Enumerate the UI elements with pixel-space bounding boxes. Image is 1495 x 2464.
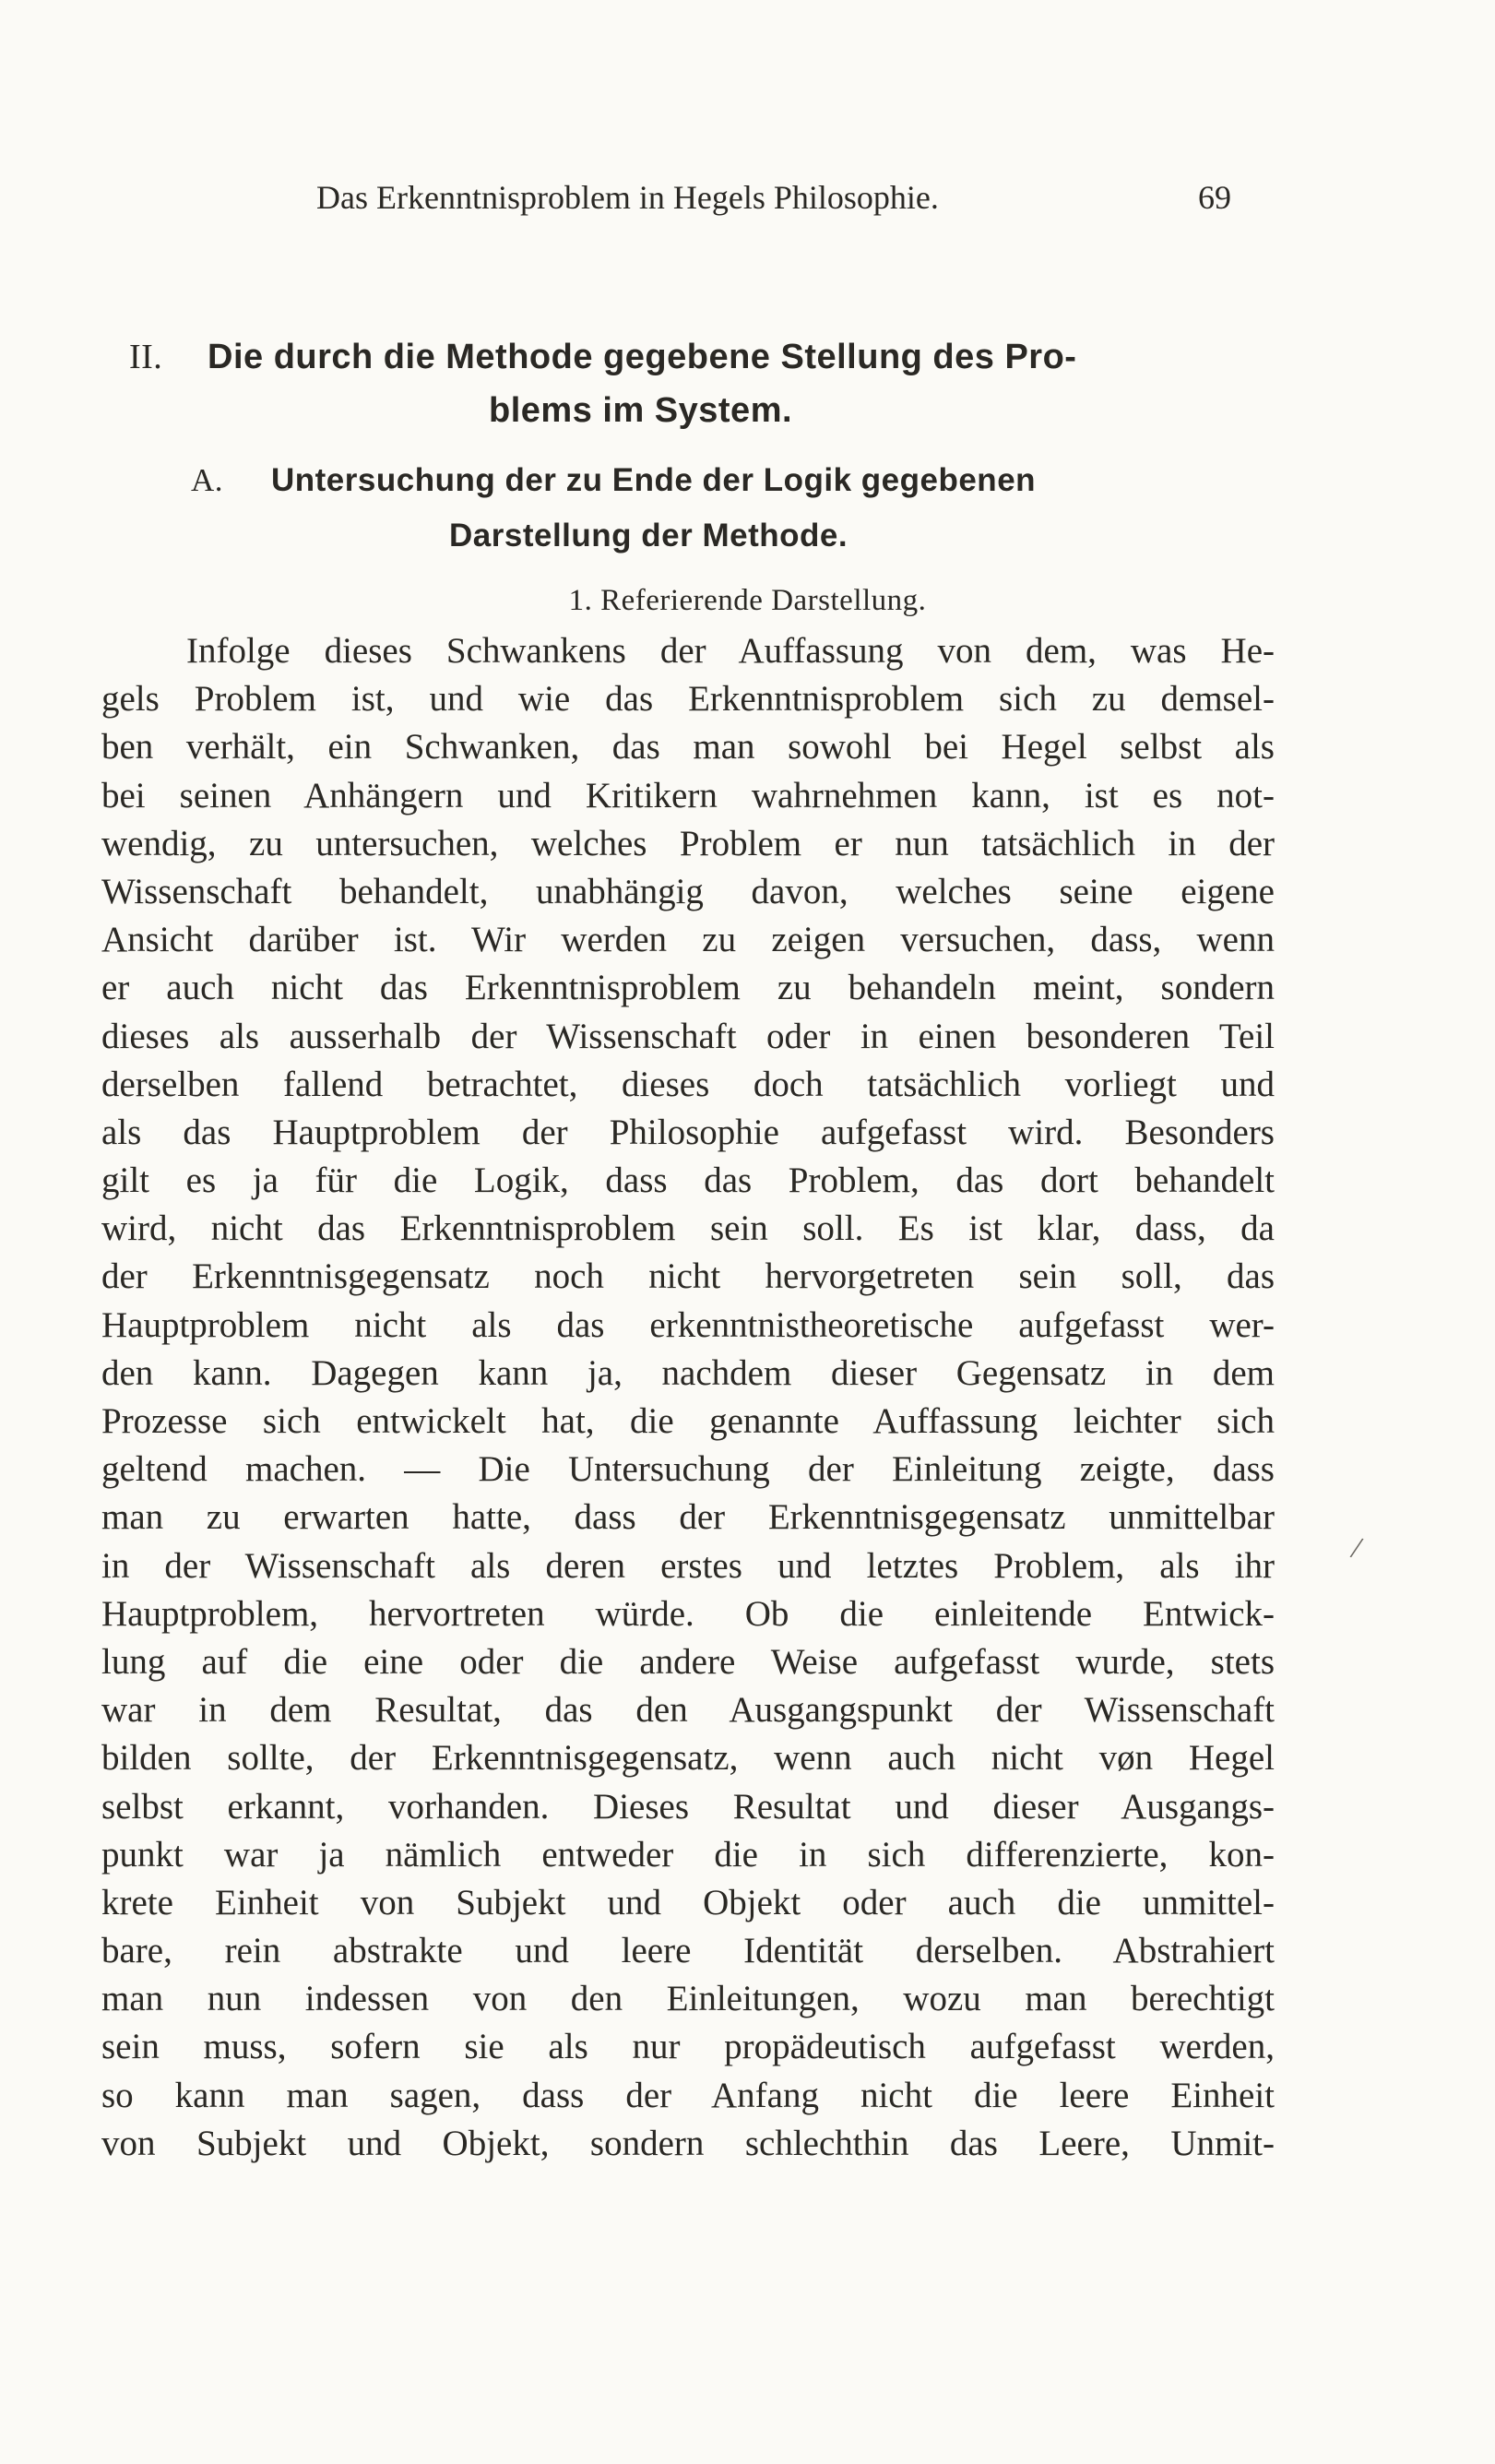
text-line: in der Wissenschaft als deren erstes und letztes Problem, als ihr <box>101 1545 1275 1586</box>
text-line: lung auf die eine oder die andere Weise aufgefasst wurde, stets <box>101 1641 1275 1682</box>
section-number: II. <box>129 338 163 376</box>
text-line: er auch nicht das Erkenntnisproblem zu behandeln meint, sondern <box>101 968 1275 1008</box>
text-line: gels Problem ist, und wie das Erkenntnisproblem sich zu demsel- <box>101 679 1275 720</box>
page-number: 69 <box>1198 179 1231 216</box>
margin-mark: / <box>1347 1530 1366 1566</box>
text-line: selbst erkannt, vorhanden. Dieses Resultat und dieser Ausgangs- <box>101 1786 1275 1827</box>
text-line: wird, nicht das Erkenntnisproblem sein soll. Es ist klar, dass, da <box>101 1208 1275 1249</box>
text-line: Hauptproblem nicht als das erkenntnistheoretische aufgefasst wer- <box>101 1304 1275 1345</box>
text-line: Infolge dieses Schwankens der Auffassung von dem, was He- <box>186 631 1275 671</box>
section-heading-line-2: blems im System. <box>489 391 793 430</box>
text-line: den kann. Dagegen kann ja, nachdem dieser Gegensatz in dem <box>101 1352 1275 1393</box>
text-line: wendig, zu untersuchen, welches Problem er nun tatsächlich in der <box>101 823 1275 863</box>
text-line: dieses als ausserhalb der Wissenschaft oder in einen besonderen Teil <box>101 1016 1275 1056</box>
text-line: so kann man sagen, dass der Anfang nicht die leere Einheit <box>101 2075 1275 2115</box>
text-line: sein muss, sofern sie als nur propädeutisch aufgefasst werden, <box>101 2027 1275 2067</box>
text-line: punkt war ja nämlich entweder die in sich differenzierte, kon- <box>101 1834 1275 1875</box>
subsection-heading <box>166 459 1245 561</box>
text-line: Wissenschaft behandelt, unabhängig davon, welches seine eigene <box>101 871 1275 911</box>
subsubsection-heading: 1. Referierende Darstellung. <box>568 584 927 617</box>
text-line: als das Hauptproblem der Philosophie aufgefasst wird. Besonders <box>101 1112 1275 1152</box>
text-line: war in dem Resultat, das den Ausgangspunkt der Wissenschaft <box>101 1690 1275 1731</box>
text-line: bare, rein abstrakte und leere Identität derselben. Abstrahiert <box>101 1931 1275 1971</box>
text-line: geltend machen. — Die Untersuchung der Einleitung zeigte, dass <box>101 1449 1275 1490</box>
text-line: krete Einheit von Subjekt und Objekt oder auch die unmittel- <box>101 1882 1275 1922</box>
subsection-label: A. <box>191 462 224 498</box>
text-line: man nun indessen von den Einleitungen, wozu man berechtigt <box>101 1979 1275 2019</box>
subsection-heading-line-2: Darstellung der Methode. <box>449 518 848 554</box>
text-line: Ansicht darüber ist. Wir werden zu zeigen versuchen, dass, wenn <box>101 920 1275 960</box>
text-line: man zu erwarten hatte, dass der Erkenntnisgegensatz unmittelbar <box>101 1497 1275 1538</box>
subsection-heading-line-1: Untersuchung der zu Ende der Logik gegebenen <box>271 462 1037 498</box>
text-line: ben verhält, ein Schwanken, das man sowohl bei Hegel selbst als <box>101 727 1275 768</box>
section-heading <box>129 334 1245 435</box>
text-line: bilden sollte, der Erkenntnisgegensatz, wenn auch nicht vøn Hegel <box>101 1738 1275 1779</box>
text-line: bei seinen Anhängern und Kritikern wahrnehmen kann, ist es not- <box>101 775 1275 815</box>
body-text <box>101 627 1275 2168</box>
text-line: derselben fallend betrachtet, dieses doch tatsächlich vorliegt und <box>101 1064 1275 1104</box>
text-line: gilt es ja für die Logik, dass das Problem, das dort behandelt <box>101 1161 1275 1201</box>
section-heading-line-1: Die durch die Methode gegebene Stellung des Pro- <box>208 338 1077 376</box>
text-line: Prozesse sich entwickelt hat, die genannte Auffassung leichter sich <box>101 1401 1275 1441</box>
text-line: von Subjekt und Objekt, sondern schlechthin das Leere, Unmit- <box>101 2123 1275 2163</box>
running-head-title: Das Erkenntnisproblem in Hegels Philosophie. <box>316 179 939 216</box>
running-head <box>316 173 1231 221</box>
text-line: der Erkenntnisgegensatz noch nicht hervorgetreten sein soll, das <box>101 1256 1275 1297</box>
text-line: Hauptproblem, hervortreten würde. Ob die einleitende Entwick- <box>101 1593 1275 1634</box>
